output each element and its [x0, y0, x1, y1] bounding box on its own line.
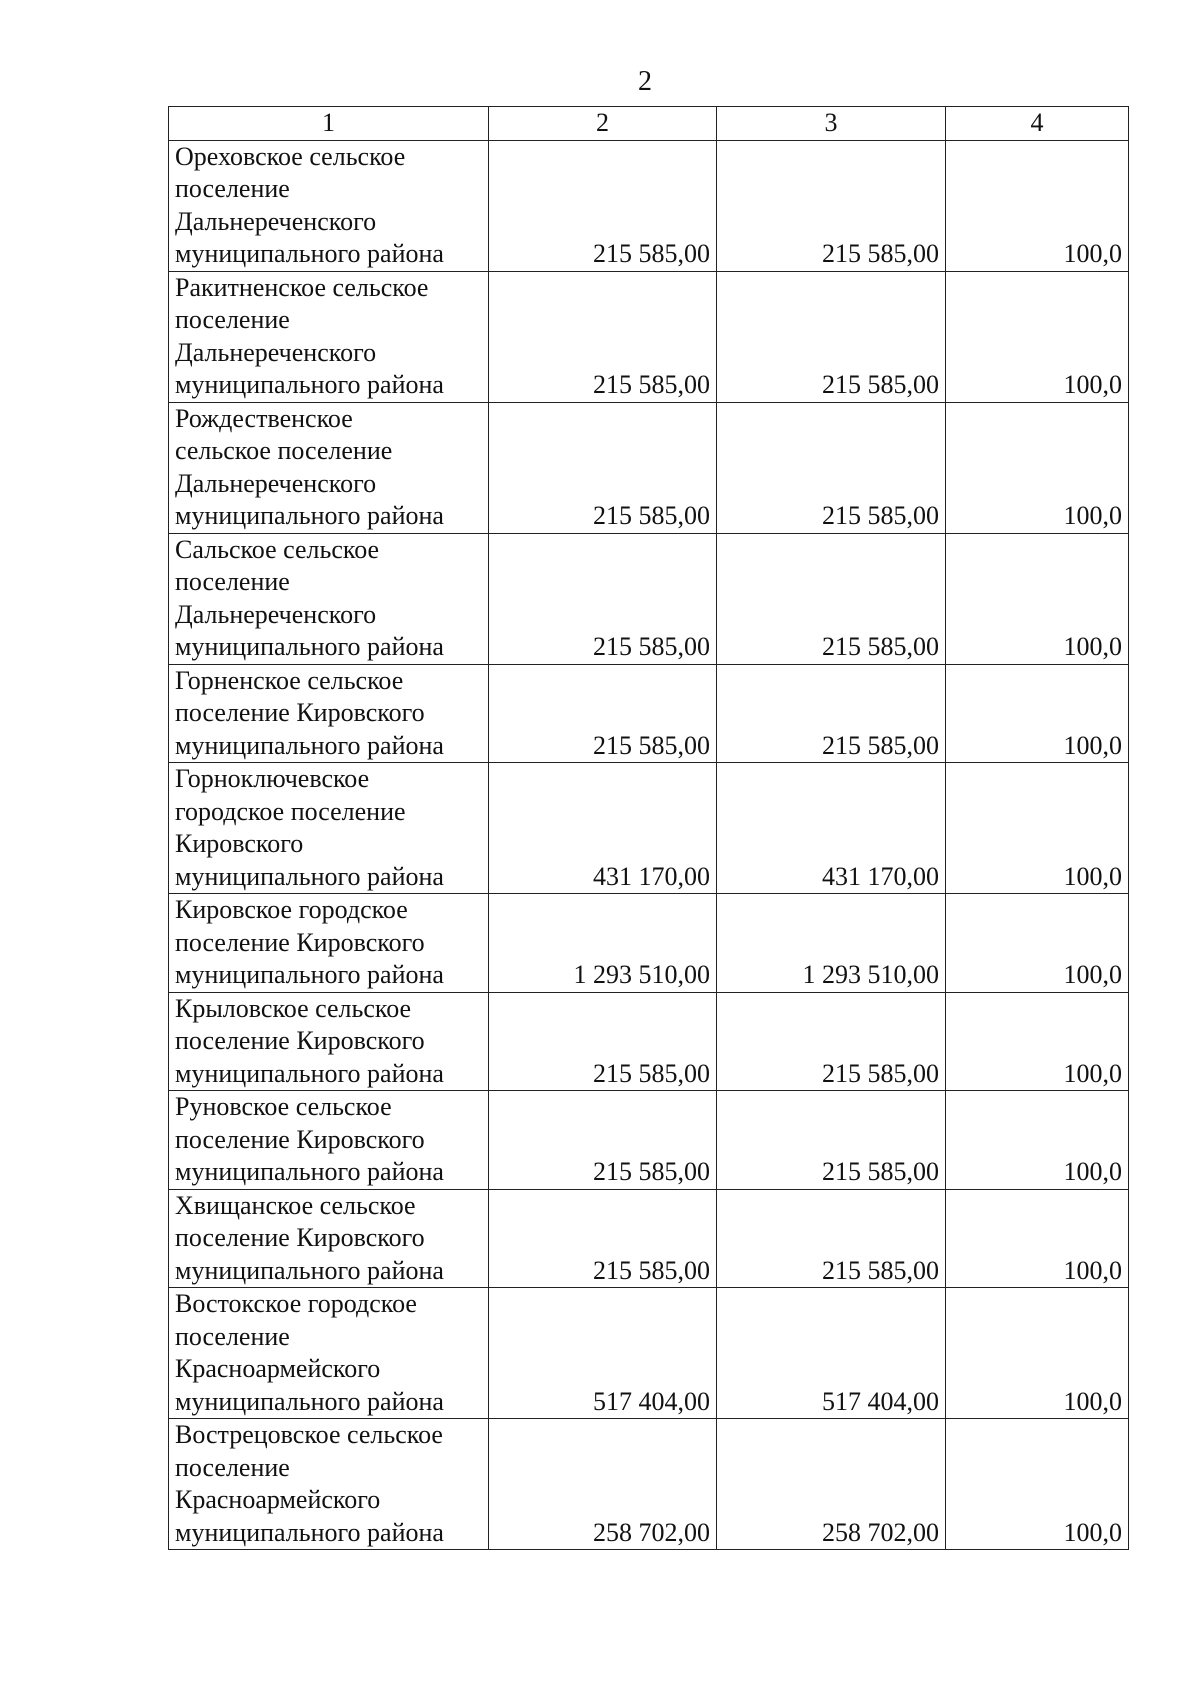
settlement-name: Рождественское сельское поселение Дальнереченского муниципального района	[169, 402, 489, 533]
percent-col4: 100,0	[946, 1189, 1129, 1288]
amount-col2: 215 585,00	[489, 1091, 717, 1190]
settlement-name: Горненское сельское поселение Кировского муниципального района	[169, 664, 489, 763]
amount-col3: 215 585,00	[717, 1189, 946, 1288]
column-header-4: 4	[946, 107, 1129, 141]
amount-col3: 215 585,00	[717, 664, 946, 763]
percent-col4: 100,0	[946, 533, 1129, 664]
amount-col2: 431 170,00	[489, 763, 717, 894]
amount-col3: 215 585,00	[717, 402, 946, 533]
amount-col3: 258 702,00	[717, 1419, 946, 1550]
amount-col3: 215 585,00	[717, 992, 946, 1091]
table-row	[169, 992, 1129, 1091]
amount-col3: 431 170,00	[717, 763, 946, 894]
amount-col2: 215 585,00	[489, 1189, 717, 1288]
percent-col4: 100,0	[946, 664, 1129, 763]
column-header-3: 3	[717, 107, 946, 141]
amount-col3: 215 585,00	[717, 1091, 946, 1190]
header-row	[169, 107, 1129, 141]
percent-col4: 100,0	[946, 271, 1129, 402]
amount-col3: 517 404,00	[717, 1288, 946, 1419]
table-row	[169, 894, 1129, 993]
table-row	[169, 664, 1129, 763]
column-header-1: 1	[169, 107, 489, 141]
amount-col3: 215 585,00	[717, 140, 946, 271]
settlement-name: Ореховское сельское поселение Дальнереченского муниципального района	[169, 140, 489, 271]
table-row	[169, 402, 1129, 533]
amount-col2: 215 585,00	[489, 533, 717, 664]
amount-col2: 258 702,00	[489, 1419, 717, 1550]
amount-col2: 215 585,00	[489, 140, 717, 271]
table-row	[169, 533, 1129, 664]
allocation-table	[168, 106, 1129, 1550]
table-row	[169, 140, 1129, 271]
percent-col4: 100,0	[946, 992, 1129, 1091]
amount-col2: 215 585,00	[489, 271, 717, 402]
percent-col4: 100,0	[946, 894, 1129, 993]
page-number: 2	[638, 66, 652, 97]
table-row	[169, 271, 1129, 402]
column-header-2: 2	[489, 107, 717, 141]
amount-col2: 215 585,00	[489, 402, 717, 533]
settlement-name: Кировское городское поселение Кировского муниципального района	[169, 894, 489, 993]
settlement-name: Востокское городское поселение Красноармейского муниципального района	[169, 1288, 489, 1419]
amount-col3: 215 585,00	[717, 533, 946, 664]
settlement-name: Крыловское сельское поселение Кировского муниципального района	[169, 992, 489, 1091]
table-row	[169, 763, 1129, 894]
amount-col2: 517 404,00	[489, 1288, 717, 1419]
amount-col3: 1 293 510,00	[717, 894, 946, 993]
settlement-name: Ракитненское сельское поселение Дальнереченского муниципального района	[169, 271, 489, 402]
settlement-name: Горноключевское городское поселение Кировского муниципального района	[169, 763, 489, 894]
table-row	[169, 1419, 1129, 1550]
settlement-name: Хвищанское сельское поселение Кировского муниципального района	[169, 1189, 489, 1288]
amount-col3: 215 585,00	[717, 271, 946, 402]
percent-col4: 100,0	[946, 402, 1129, 533]
table-row	[169, 1288, 1129, 1419]
table-row	[169, 1091, 1129, 1190]
percent-col4: 100,0	[946, 1288, 1129, 1419]
table-row	[169, 1189, 1129, 1288]
settlement-name: Сальское сельское поселение Дальнереченского муниципального района	[169, 533, 489, 664]
amount-col2: 1 293 510,00	[489, 894, 717, 993]
amount-col2: 215 585,00	[489, 664, 717, 763]
percent-col4: 100,0	[946, 1091, 1129, 1190]
amount-col2: 215 585,00	[489, 992, 717, 1091]
settlement-name: Руновское сельское поселение Кировского муниципального района	[169, 1091, 489, 1190]
percent-col4: 100,0	[946, 1419, 1129, 1550]
percent-col4: 100,0	[946, 763, 1129, 894]
percent-col4: 100,0	[946, 140, 1129, 271]
settlement-name: Вострецовское сельское поселение Красноармейского муниципального района	[169, 1419, 489, 1550]
